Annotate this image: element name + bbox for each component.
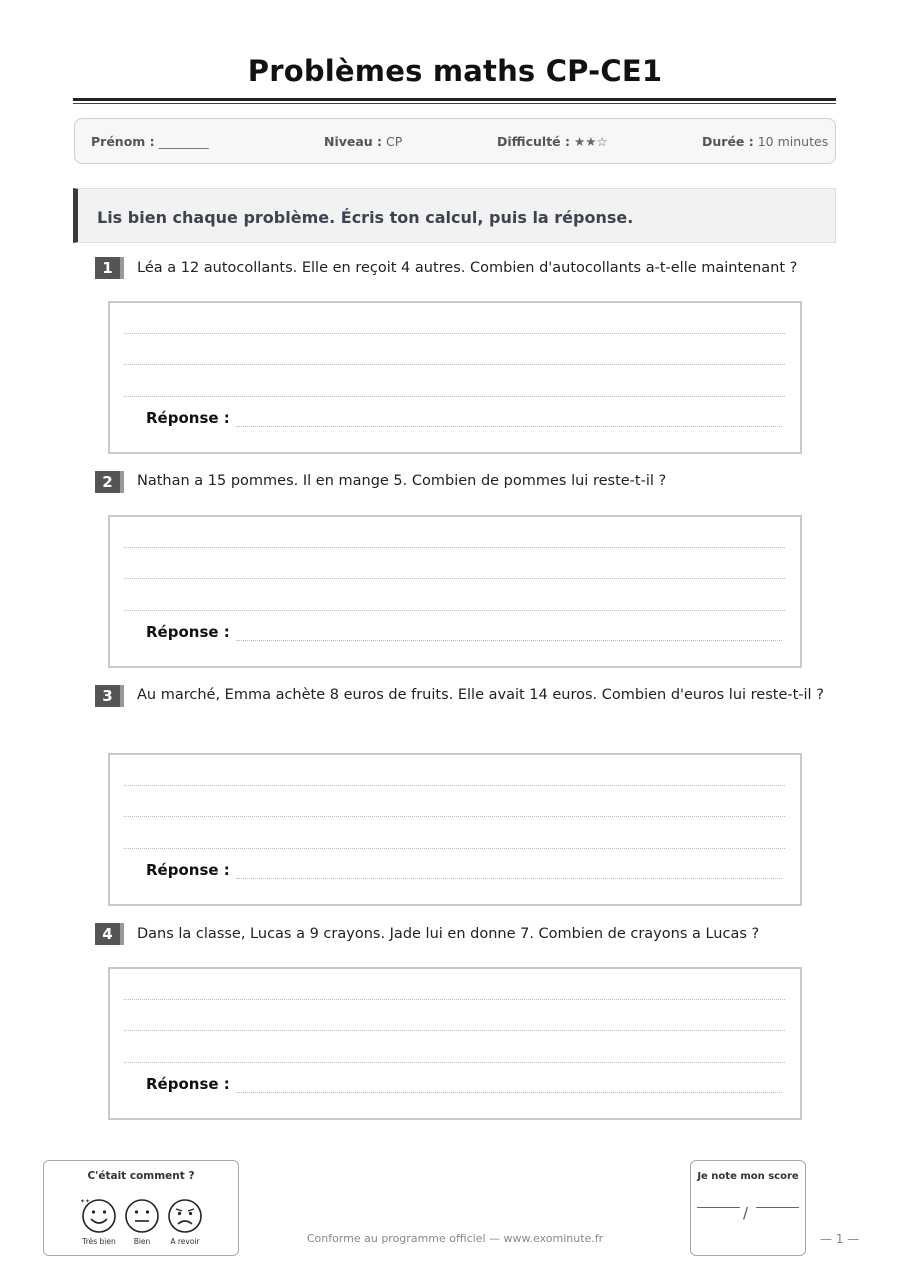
answer-line[interactable] bbox=[236, 426, 782, 427]
writing-line[interactable] bbox=[124, 610, 785, 611]
problem-text: Nathan a 15 pommes. Il en mange 5. Combien de pommes lui reste-t-il ? bbox=[137, 473, 667, 489]
duree-value: 10 minutes bbox=[757, 134, 829, 149]
instruction-box bbox=[73, 188, 836, 243]
score-separator: / bbox=[743, 1204, 749, 1222]
very-happy-face-icon[interactable] bbox=[80, 1197, 118, 1235]
answer-line[interactable] bbox=[236, 878, 782, 879]
writing-line[interactable] bbox=[124, 333, 785, 334]
problem-number-badge: 1 bbox=[95, 257, 124, 279]
score-obtained-blank[interactable] bbox=[697, 1207, 740, 1208]
niveau-field bbox=[324, 134, 402, 149]
self-evaluation-title: C'était comment ? bbox=[87, 1170, 195, 1182]
duree-label: Durée : bbox=[702, 134, 754, 149]
difficulte-field bbox=[497, 134, 608, 149]
sad-face-icon[interactable] bbox=[166, 1197, 204, 1235]
problem-text: Au marché, Emma achète 8 euros de fruits. Elle avait 14 euros. Combien d'euros lui reste-t-il ? bbox=[137, 687, 824, 703]
prenom-label: Prénom : bbox=[91, 134, 155, 149]
score-title: Je note mon score bbox=[697, 1171, 799, 1182]
writing-line[interactable] bbox=[124, 848, 785, 849]
score-box bbox=[690, 1160, 806, 1256]
writing-line[interactable] bbox=[124, 396, 785, 397]
writing-line[interactable] bbox=[124, 1030, 785, 1031]
answer-line[interactable] bbox=[236, 640, 782, 641]
difficulte-label: Difficulté : bbox=[497, 134, 570, 149]
page-number: — 1 — bbox=[820, 1232, 860, 1246]
score-total-blank[interactable] bbox=[756, 1207, 799, 1208]
writing-line[interactable] bbox=[124, 785, 785, 786]
face-label-a-revoir: A revoir bbox=[170, 1237, 200, 1246]
difficulte-stars: ★★☆ bbox=[573, 134, 608, 149]
page-title: Problèmes maths CP-CE1 bbox=[247, 54, 663, 88]
problem-text: Dans la classe, Lucas a 9 crayons. Jade lui en donne 7. Combien de crayons a Lucas ? bbox=[137, 926, 760, 942]
problem-number-badge: 2 bbox=[95, 471, 124, 493]
niveau-value: CP bbox=[386, 134, 403, 149]
answer-box[interactable] bbox=[108, 515, 802, 668]
instruction-text: Lis bien chaque problème. Écris ton calcul, puis la réponse. bbox=[97, 208, 634, 227]
answer-line[interactable] bbox=[236, 1092, 782, 1093]
answer-box[interactable] bbox=[108, 753, 802, 906]
title-rule-thin bbox=[73, 103, 836, 104]
answer-label: Réponse : bbox=[146, 409, 230, 427]
writing-line[interactable] bbox=[124, 547, 785, 548]
answer-label: Réponse : bbox=[146, 861, 230, 879]
problem-number-badge: 4 bbox=[95, 923, 124, 945]
neutral-face-icon[interactable] bbox=[123, 1197, 161, 1235]
answer-label: Réponse : bbox=[146, 1075, 230, 1093]
footer-text: Conforme au programme officiel — www.exominute.fr bbox=[306, 1232, 604, 1245]
answer-box[interactable] bbox=[108, 967, 802, 1120]
face-label-tres-bien: Très bien bbox=[82, 1237, 116, 1246]
duree-field bbox=[702, 134, 828, 149]
prenom-field bbox=[91, 134, 209, 149]
title-rule bbox=[73, 98, 836, 101]
face-label-bien: Bien bbox=[133, 1237, 151, 1246]
writing-line[interactable] bbox=[124, 999, 785, 1000]
problem-number-badge: 3 bbox=[95, 685, 124, 707]
writing-line[interactable] bbox=[124, 816, 785, 817]
writing-line[interactable] bbox=[124, 578, 785, 579]
problem-text: Léa a 12 autocollants. Elle en reçoit 4 autres. Combien d'autocollants a-t-elle maintenant ? bbox=[137, 260, 798, 276]
svg-text:✦✦: ✦✦ bbox=[80, 1198, 91, 1205]
writing-line[interactable] bbox=[124, 364, 785, 365]
niveau-label: Niveau : bbox=[324, 134, 383, 149]
info-bar bbox=[74, 118, 836, 164]
answer-box[interactable] bbox=[108, 301, 802, 454]
prenom-value: ________ bbox=[158, 134, 209, 149]
writing-line[interactable] bbox=[124, 1062, 785, 1063]
answer-label: Réponse : bbox=[146, 623, 230, 641]
